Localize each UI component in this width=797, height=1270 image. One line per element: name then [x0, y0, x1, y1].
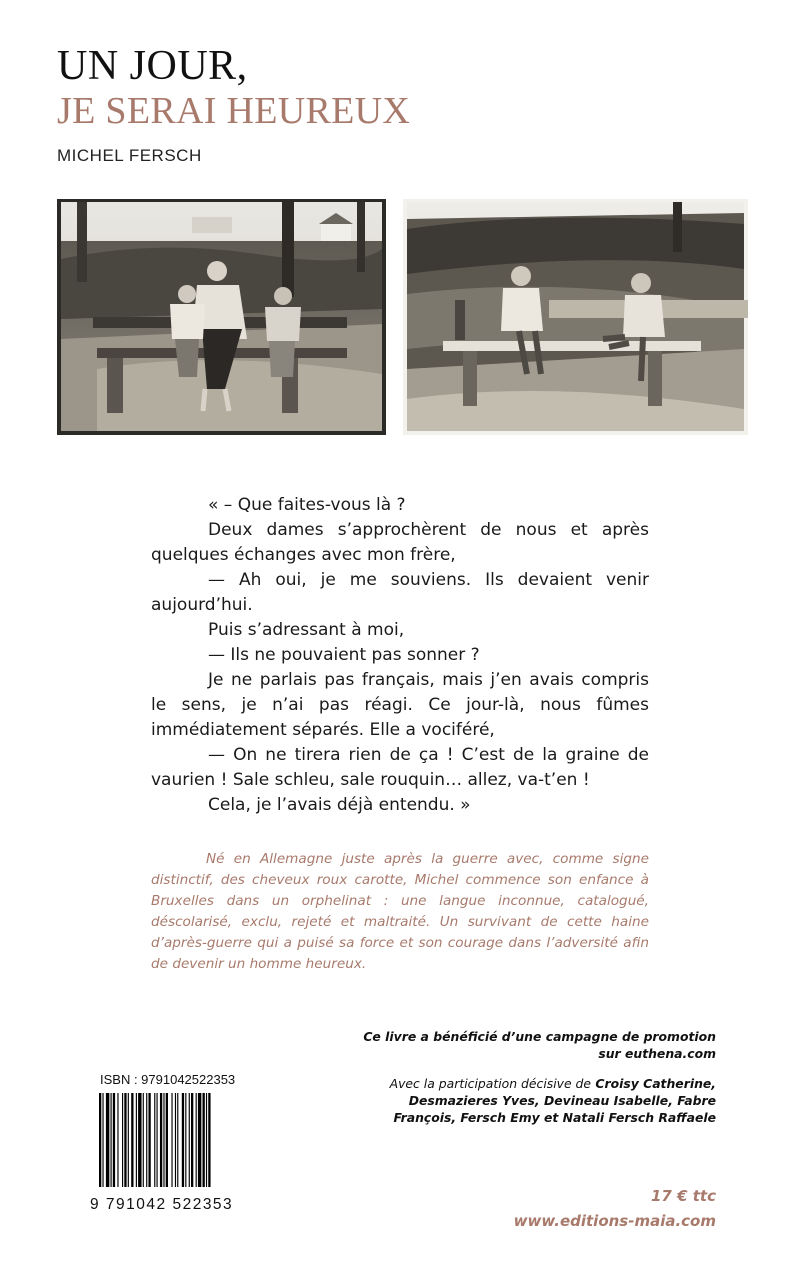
barcode-bar [99, 1093, 101, 1187]
price: 17 € ttc [651, 1187, 716, 1205]
barcode-bar [148, 1093, 150, 1187]
barcode-bar [117, 1093, 118, 1187]
barcode-bar [203, 1093, 205, 1187]
book-title-line1: UN JOUR, [57, 43, 248, 89]
barcode-bar [182, 1093, 184, 1187]
barcode-bar [106, 1093, 109, 1187]
barcode-bar [189, 1093, 190, 1187]
excerpt-paragraph: — Ils ne pouvaient pas sonner ? [208, 645, 480, 665]
excerpt-paragraph: « – Que faites-vous là ? [208, 495, 406, 515]
barcode-bar [191, 1093, 193, 1187]
participation-note [356, 1075, 716, 1126]
barcode-bar [163, 1093, 164, 1187]
barcode-bar [185, 1093, 186, 1187]
excerpt-paragraph: Puis s’adressant à moi, [208, 620, 405, 640]
excerpt-paragraph: Je ne parlais pas français, mais j’en avais compris le sens, je n’ai pas réagi. Ce jour-là, nous fûmes immédiatement séparés. Elle a vociféré, [151, 670, 649, 740]
barcode-bar [122, 1093, 123, 1187]
barcode-bar [208, 1093, 210, 1187]
publisher-website: www.editions-maia.com [513, 1212, 716, 1230]
barcode-bar [138, 1093, 141, 1187]
barcode-bar [136, 1093, 137, 1187]
barcode-bar [157, 1093, 158, 1187]
barcode-bar [198, 1093, 201, 1187]
promotion-note [356, 1028, 716, 1062]
barcode-bar [196, 1093, 197, 1187]
barcode-bar [128, 1093, 129, 1187]
barcode-bar [113, 1093, 115, 1187]
participation-intro: Avec la participation décisive de [389, 1076, 592, 1091]
barcode-bar [143, 1093, 144, 1187]
barcode-bar [146, 1093, 147, 1187]
barcode-digits: 9 791042 522353 [90, 1196, 234, 1213]
author-name: MICHEL FERSCH [57, 146, 202, 165]
barcode-bar [171, 1093, 172, 1187]
barcode-bar [131, 1093, 133, 1187]
barcode-bar [177, 1093, 178, 1187]
photo-mother-two-children-bench [57, 199, 386, 435]
book-title-line2: JE SERAI HEUREUX [57, 90, 411, 132]
barcode-bar [154, 1093, 155, 1187]
barcode-bar [102, 1093, 103, 1187]
excerpt-paragraph: — Ah oui, je me souviens. Ils devaient venir aujourd’hui. [151, 570, 649, 615]
barcode-bar [175, 1093, 176, 1187]
book-excerpt [151, 493, 649, 818]
barcode-bar [111, 1093, 112, 1187]
excerpt-paragraph: Deux dames s’approchèrent de nous et après quelques échanges avec mon frère, [151, 520, 649, 565]
promotion-line2: sur euthena.com [598, 1046, 716, 1061]
excerpt-paragraph: Cela, je l’avais déjà entendu. » [208, 795, 471, 815]
barcode-bar [124, 1093, 126, 1187]
barcode-bar [206, 1093, 207, 1187]
promotion-line1: Ce livre a bénéficié d’une campagne de promotion [363, 1029, 716, 1044]
barcode-bar [166, 1093, 168, 1187]
participation-names: Croisy Catherine, Desmazieres Yves, Devineau Isabelle, Fabre François, Fersch Emy et Natali Fersch Raffaele [393, 1076, 716, 1125]
excerpt-paragraph: — On ne tirera rien de ça ! C’est de la graine de vaurien ! Sale schleu, sale rouquin… allez, va-t’en ! [151, 745, 649, 790]
isbn-label: ISBN : 9791042522353 [100, 1072, 236, 1087]
photo-two-children-bench [403, 199, 748, 435]
book-blurb: Né en Allemagne juste après la guerre avec, comme signe distinctif, des cheveux roux carotte, Michel commence son enfance à Bruxelles dans un orphelinat : une langue inconnue, catalogué, déscolarisé, exclu, rejeté et maltraité. Un survivant de cette haine d’après-guerre qui a puisé sa force et son courage dans l’adversité afin de devenir un homme heureux. [151, 851, 649, 972]
barcode-bar [160, 1093, 162, 1187]
isbn-barcode [99, 1093, 251, 1187]
